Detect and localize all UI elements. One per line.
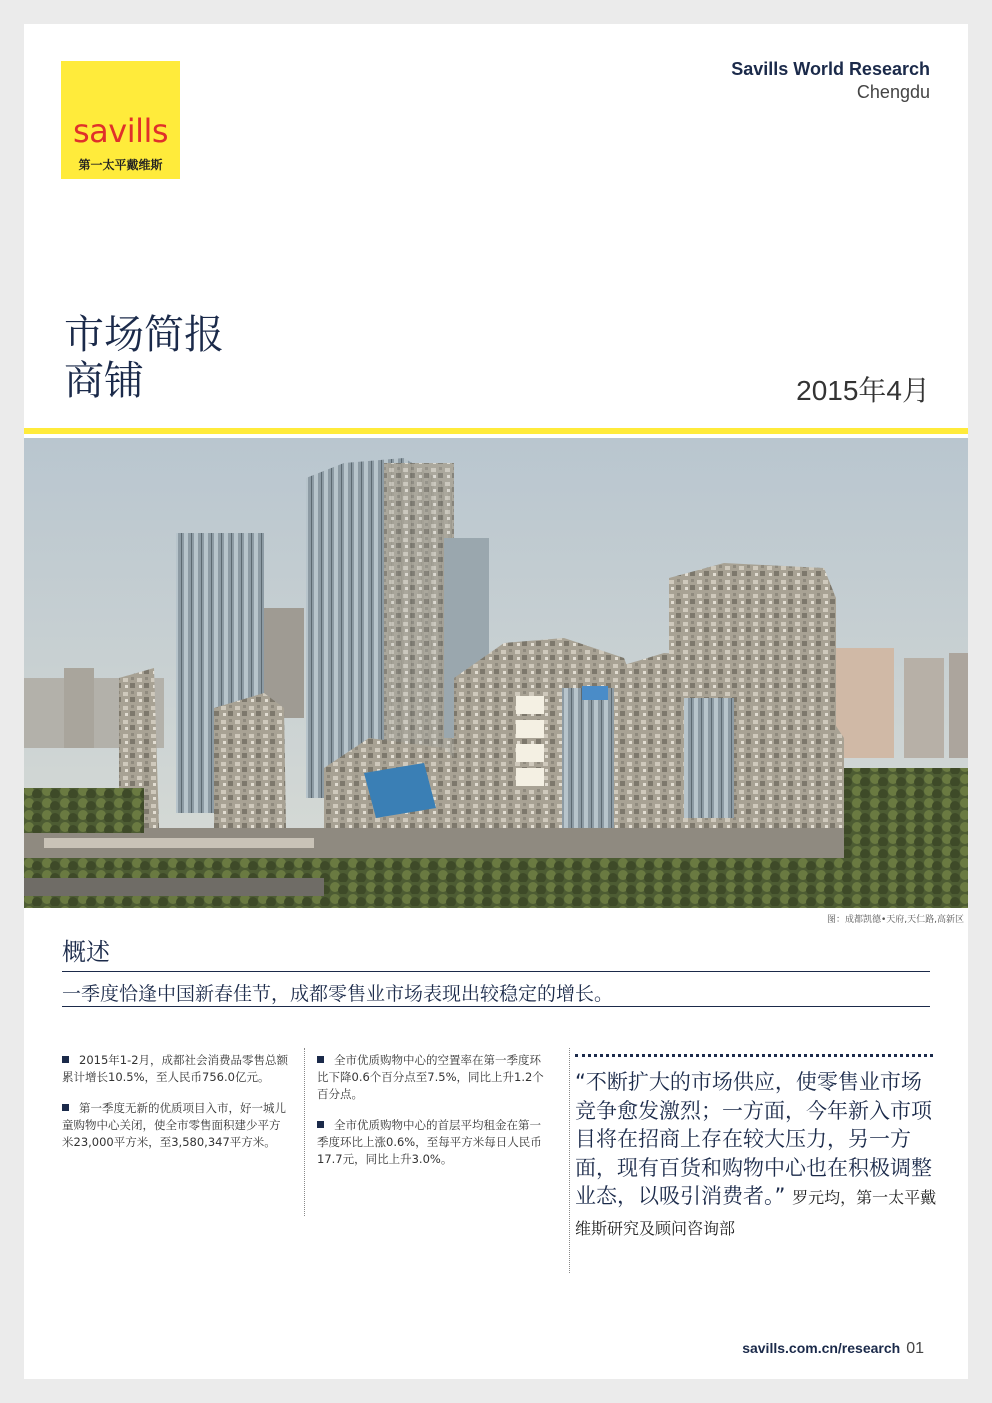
cover-photo bbox=[24, 438, 968, 908]
yellow-divider bbox=[24, 428, 968, 434]
logo-wordmark: savills bbox=[72, 112, 169, 150]
photo-caption: 图：成都凯德•天府,天仁路,高新区 bbox=[826, 915, 964, 925]
title-line-2: 商铺 bbox=[64, 358, 144, 404]
building-illustration bbox=[24, 438, 968, 908]
page-number: 01 bbox=[906, 1340, 924, 1357]
brand-title: Savills World Research bbox=[731, 59, 930, 79]
overview-top-rule bbox=[62, 971, 930, 972]
report-page bbox=[24, 24, 968, 1379]
bullet-square-icon bbox=[62, 1104, 69, 1111]
bullets-right-column bbox=[317, 1052, 549, 1182]
savills-logo bbox=[61, 61, 180, 179]
page-footer bbox=[742, 1340, 924, 1358]
overview-heading: 概述 bbox=[62, 938, 110, 966]
quote-top-dots bbox=[575, 1054, 933, 1057]
bullet-square-icon bbox=[317, 1121, 324, 1128]
quote-text-block bbox=[575, 1068, 937, 1243]
quote-text: “不断扩大的市场供应，使零售业市场竞争愈发激烈；一方面，今年新入市项目将在招商上存在较大压力，另一方面，现有百货和购物中心也在积极调整业态，以吸引消费者。” bbox=[575, 1070, 932, 1208]
bullet-item: 全市优质购物中心的首层平均租金在第一季度环比上涨0.6%，至每平方米每日人民币17.7元，同比上升3.0%。 bbox=[317, 1118, 542, 1166]
logo-chinese-name: 第一太平戴维斯 bbox=[78, 158, 163, 172]
research-url[interactable]: savills.com.cn/research bbox=[742, 1340, 901, 1356]
bullets-left-column bbox=[62, 1052, 290, 1165]
overview-bottom-rule bbox=[62, 1006, 930, 1007]
column-divider bbox=[304, 1048, 305, 1216]
quote-attribution: 罗元均，第一太平戴维斯研究及顾问咨询部 bbox=[575, 1188, 937, 1238]
overview-lede: 一季度恰逢中国新春佳节，成都零售业市场表现出较稳定的增长。 bbox=[62, 983, 614, 1005]
bullet-item: 2015年1-2月，成都社会消费品零售总额累计增长10.5%，至人民币756.0亿元。 bbox=[62, 1053, 289, 1084]
title-line-1: 市场简报 bbox=[64, 312, 224, 358]
bullet-square-icon bbox=[317, 1056, 324, 1063]
bullet-item: 第一季度无新的优质项目入市，好一城儿童购物中心关闭，使全市零售面积建少平方米23,000平方米，至3,580,347平方米。 bbox=[62, 1101, 286, 1149]
report-date: 2015年4月 bbox=[796, 375, 930, 406]
bullet-square-icon bbox=[62, 1056, 69, 1063]
report-title bbox=[64, 312, 224, 404]
quote-left-dots bbox=[569, 1048, 570, 1273]
brand-header bbox=[731, 59, 930, 103]
bullet-item: 全市优质购物中心的空置率在第一季度环比下降0.6个百分点至7.5%，同比上升1.2个百分点。 bbox=[317, 1053, 544, 1101]
pull-quote bbox=[569, 1048, 937, 1273]
brand-city: Chengdu bbox=[856, 82, 930, 102]
